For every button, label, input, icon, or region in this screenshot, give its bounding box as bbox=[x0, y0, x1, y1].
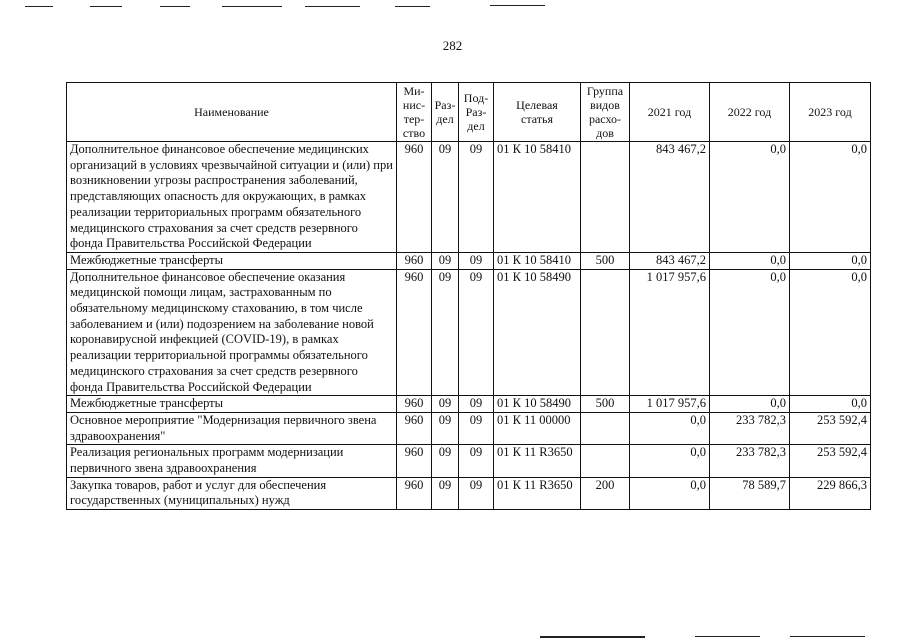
row-amount-2022: 233 782,3 bbox=[710, 412, 790, 444]
row-amount-2022: 233 782,3 bbox=[710, 445, 790, 477]
row-amount-2021: 1 017 957,6 bbox=[630, 269, 710, 396]
column-header: Наименование bbox=[67, 83, 397, 142]
row-expense-group bbox=[581, 269, 630, 396]
row-amount-2021: 843 467,2 bbox=[630, 142, 710, 253]
row-section: 09 bbox=[432, 445, 459, 477]
row-name: Дополнительное финансовое обеспечение оказания медицинской помощи лицам, застрахованным по обязательному медицинскому стахованию, в том числе заболеванием и (или) подозрением на заболевание новой коронавирусной инфекцией (COVID-19), в рамках реализации территориальной программы обязательного медицинского страхования за счет средств резервного фонда Правительства Российской Федерации bbox=[67, 269, 397, 396]
row-amount-2021: 0,0 bbox=[630, 445, 710, 477]
scan-artifact-line bbox=[160, 6, 190, 7]
row-subsection: 09 bbox=[459, 396, 494, 413]
row-section: 09 bbox=[432, 396, 459, 413]
column-header: Под- Раз- дел bbox=[459, 83, 494, 142]
row-amount-2023: 0,0 bbox=[790, 269, 871, 396]
row-name: Дополнительное финансовое обеспечение медицинских организаций в условиях чрезвычайной ситуации и (или) при возникновении угрозы распространения заболеваний, представляющих опасность для окружающих, в рамках реализации территориальных программ обязательного медицинского страхования за счет средств резервного фонда Правительства Российской Федерации bbox=[67, 142, 397, 253]
row-name: Межбюджетные трансферты bbox=[67, 252, 397, 269]
row-amount-2022: 0,0 bbox=[710, 252, 790, 269]
row-name: Межбюджетные трансферты bbox=[67, 396, 397, 413]
row-target-article: 01 К 10 58490 bbox=[494, 396, 581, 413]
scan-artifact-line bbox=[25, 6, 53, 7]
row-expense-group: 500 bbox=[581, 396, 630, 413]
scan-artifact-line bbox=[695, 636, 760, 637]
column-header: 2022 год bbox=[710, 83, 790, 142]
page-number: 282 bbox=[442, 38, 463, 53]
table-body bbox=[67, 142, 871, 510]
column-header: Группа видов расхо- дов bbox=[581, 83, 630, 142]
scan-artifact-line bbox=[305, 6, 360, 7]
row-ministry: 960 bbox=[397, 396, 432, 413]
row-amount-2023: 0,0 bbox=[790, 252, 871, 269]
row-amount-2022: 0,0 bbox=[710, 142, 790, 253]
row-subsection: 09 bbox=[459, 412, 494, 444]
table-row bbox=[67, 445, 871, 477]
row-subsection: 09 bbox=[459, 269, 494, 396]
row-amount-2023: 253 592,4 bbox=[790, 412, 871, 444]
row-amount-2022: 0,0 bbox=[710, 269, 790, 396]
table-row bbox=[67, 269, 871, 396]
row-ministry: 960 bbox=[397, 477, 432, 509]
row-ministry: 960 bbox=[397, 269, 432, 396]
row-name: Реализация региональных программ модернизации первичного звена здравоохранения bbox=[67, 445, 397, 477]
scan-artifact-line bbox=[222, 6, 282, 7]
row-amount-2021: 843 467,2 bbox=[630, 252, 710, 269]
row-amount-2023: 0,0 bbox=[790, 396, 871, 413]
scan-artifact-line bbox=[790, 636, 865, 637]
column-header: 2021 год bbox=[630, 83, 710, 142]
row-expense-group bbox=[581, 445, 630, 477]
row-section: 09 bbox=[432, 412, 459, 444]
row-target-article: 01 К 10 58410 bbox=[494, 252, 581, 269]
row-target-article: 01 К 11 R3650 bbox=[494, 445, 581, 477]
table-row bbox=[67, 396, 871, 413]
row-ministry: 960 bbox=[397, 252, 432, 269]
column-header: Ми- нис- тер- ство bbox=[397, 83, 432, 142]
row-amount-2023: 0,0 bbox=[790, 142, 871, 253]
row-target-article: 01 К 11 00000 bbox=[494, 412, 581, 444]
row-target-article: 01 К 10 58490 bbox=[494, 269, 581, 396]
row-target-article: 01 К 11 R3650 bbox=[494, 477, 581, 509]
scan-artifact-line bbox=[395, 6, 430, 7]
scan-artifact-line bbox=[490, 5, 545, 6]
row-amount-2022: 0,0 bbox=[710, 396, 790, 413]
budget-table bbox=[66, 82, 871, 510]
row-expense-group bbox=[581, 412, 630, 444]
row-subsection: 09 bbox=[459, 142, 494, 253]
table-row bbox=[67, 252, 871, 269]
row-subsection: 09 bbox=[459, 445, 494, 477]
row-amount-2022: 78 589,7 bbox=[710, 477, 790, 509]
table-header-row bbox=[67, 83, 871, 142]
row-amount-2021: 0,0 bbox=[630, 412, 710, 444]
column-header: Раз- дел bbox=[432, 83, 459, 142]
row-amount-2021: 0,0 bbox=[630, 477, 710, 509]
row-amount-2023: 253 592,4 bbox=[790, 445, 871, 477]
row-target-article: 01 К 10 58410 bbox=[494, 142, 581, 253]
row-subsection: 09 bbox=[459, 477, 494, 509]
column-header: Целевая статья bbox=[494, 83, 581, 142]
row-name: Основное мероприятие "Модернизация первичного звена здравоохранения" bbox=[67, 412, 397, 444]
table-row bbox=[67, 142, 871, 253]
row-ministry: 960 bbox=[397, 412, 432, 444]
row-expense-group: 200 bbox=[581, 477, 630, 509]
row-name: Закупка товаров, работ и услуг для обеспечения государственных (муниципальных) нужд bbox=[67, 477, 397, 509]
row-amount-2023: 229 866,3 bbox=[790, 477, 871, 509]
row-ministry: 960 bbox=[397, 142, 432, 253]
row-section: 09 bbox=[432, 477, 459, 509]
row-amount-2021: 1 017 957,6 bbox=[630, 396, 710, 413]
row-section: 09 bbox=[432, 252, 459, 269]
row-expense-group bbox=[581, 142, 630, 253]
row-subsection: 09 bbox=[459, 252, 494, 269]
row-ministry: 960 bbox=[397, 445, 432, 477]
table-row bbox=[67, 477, 871, 509]
row-expense-group: 500 bbox=[581, 252, 630, 269]
row-section: 09 bbox=[432, 269, 459, 396]
column-header: 2023 год bbox=[790, 83, 871, 142]
row-section: 09 bbox=[432, 142, 459, 253]
scan-artifact-line bbox=[540, 636, 645, 638]
table-row bbox=[67, 412, 871, 444]
scan-artifact-line bbox=[90, 6, 122, 7]
